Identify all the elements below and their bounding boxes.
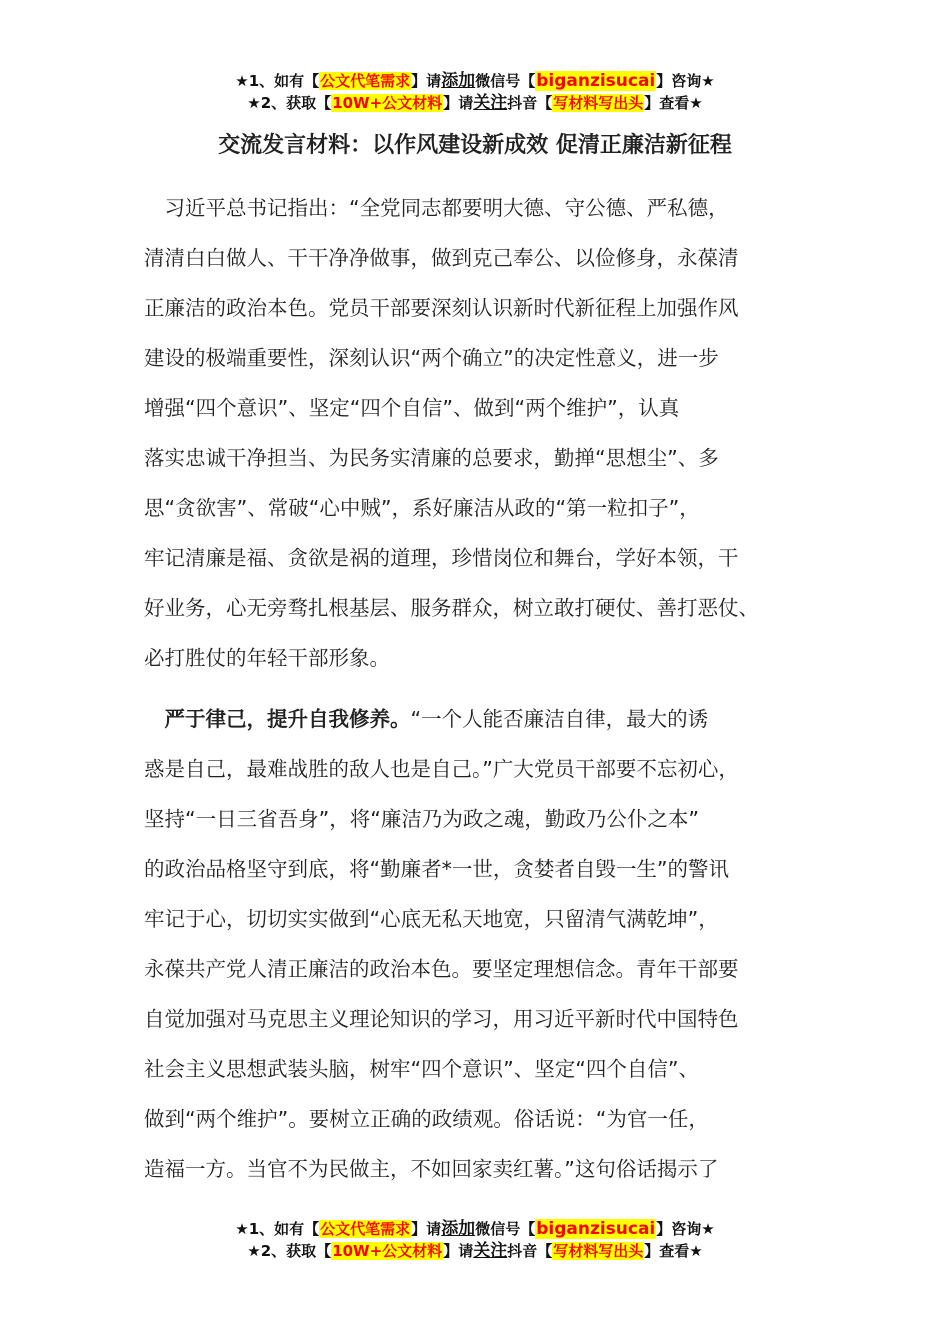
text-line: 落实忠诚干净担当、为民务实清廉的总要求，勤掸“思想尘”、多 bbox=[144, 446, 719, 470]
highlight-service: 公文代笔需求 bbox=[320, 72, 411, 90]
text-line: 增强“四个意识”、坚定“四个自信”、做到“两个维护”，认真 bbox=[144, 396, 680, 420]
header-banner bbox=[0, 70, 950, 114]
highlight-douyin: 写材料写出头 bbox=[553, 1242, 644, 1260]
text-line: 思“贪欲害”、常破“心中贼”，系好廉洁从政的“第一粒扣子”， bbox=[144, 496, 700, 520]
banner-line-2: ★2、获取【10W+公文材料】请关注抖音【写材料写出头】查看★ bbox=[247, 93, 703, 113]
text-line: 严于律己，提升自我修养。“一个人能否廉洁自律，最大的诱 bbox=[144, 707, 709, 731]
footer-banner bbox=[0, 1218, 950, 1262]
banner-line-2: ★2、获取【10W+公文材料】请关注抖音【写材料写出头】查看★ bbox=[247, 1241, 703, 1261]
text-line: 社会主义思想武装头脑，树牢“四个意识”、坚定“四个自信”、 bbox=[144, 1057, 699, 1081]
text-line: 必打胜仗的年轻干部形象。 bbox=[144, 646, 390, 670]
text-line: 建设的极端重要性，深刻认识“两个确立”的决定性意义，进一步 bbox=[144, 346, 719, 370]
text-line: 坚持“一日三省吾身”，将“廉洁乃为政之魂，勤政乃公仆之本” bbox=[144, 807, 699, 831]
text-line: 习近平总书记指出：“全党同志都要明大德、守公德、严私德， bbox=[144, 196, 729, 220]
text-line: 牢记于心，切切实实做到“心底无私天地宽，只留清气满乾坤”， bbox=[144, 907, 719, 931]
paragraph-1 bbox=[144, 183, 824, 683]
highlight-materials: 10W+公文材料 bbox=[332, 1242, 443, 1260]
text-line: 做到“两个维护”。要树立正确的政绩观。俗话说：“为官一任， bbox=[144, 1107, 709, 1131]
paragraph-lead: 严于律己，提升自我修养。 bbox=[144, 707, 411, 731]
banner-line-1: ★1、如有【公文代笔需求】请添加微信号【biganzisucai】咨询★ bbox=[235, 71, 715, 91]
highlight-wechat-id: biganzisucai bbox=[536, 71, 656, 91]
highlight-douyin: 写材料写出头 bbox=[553, 94, 644, 112]
text-line: 惑是自己，最难战胜的敌人也是自己。”广大党员干部要不忘初心， bbox=[144, 757, 739, 781]
text-line: 造福一方。当官不为民做主，不如回家卖红薯。”这句俗话揭示了 bbox=[144, 1157, 719, 1181]
text-line: 好业务，心无旁骛扎根基层、服务群众，树立敢打硬仗、善打恶仗、 bbox=[144, 596, 759, 620]
highlight-service: 公文代笔需求 bbox=[320, 1220, 411, 1238]
text-line: 清清白白做人、干干净净做事，做到克己奉公、以俭修身，永葆清 bbox=[144, 246, 739, 270]
text-line: 永葆共产党人清正廉洁的政治本色。要坚定理想信念。青年干部要 bbox=[144, 957, 739, 981]
text-line: 自觉加强对马克思主义理论知识的学习，用习近平新时代中国特色 bbox=[144, 1007, 739, 1031]
banner-line-1: ★1、如有【公文代笔需求】请添加微信号【biganzisucai】咨询★ bbox=[235, 1219, 715, 1239]
paragraph-2 bbox=[144, 694, 824, 1194]
text-line: 的政治品格坚守到底，将“勤廉者*一世，贪婪者自毁一生”的警讯 bbox=[144, 857, 729, 881]
highlight-materials: 10W+公文材料 bbox=[332, 94, 443, 112]
text-line: 正廉洁的政治本色。党员干部要深刻认识新时代新征程上加强作风 bbox=[144, 296, 739, 320]
highlight-wechat-id: biganzisucai bbox=[536, 1219, 656, 1239]
document-title: 交流发言材料：以作风建设新成效 促清正廉洁新征程 bbox=[218, 133, 732, 158]
text-line: 牢记清廉是福、贪欲是祸的道理，珍惜岗位和舞台，学好本领，干 bbox=[144, 546, 739, 570]
